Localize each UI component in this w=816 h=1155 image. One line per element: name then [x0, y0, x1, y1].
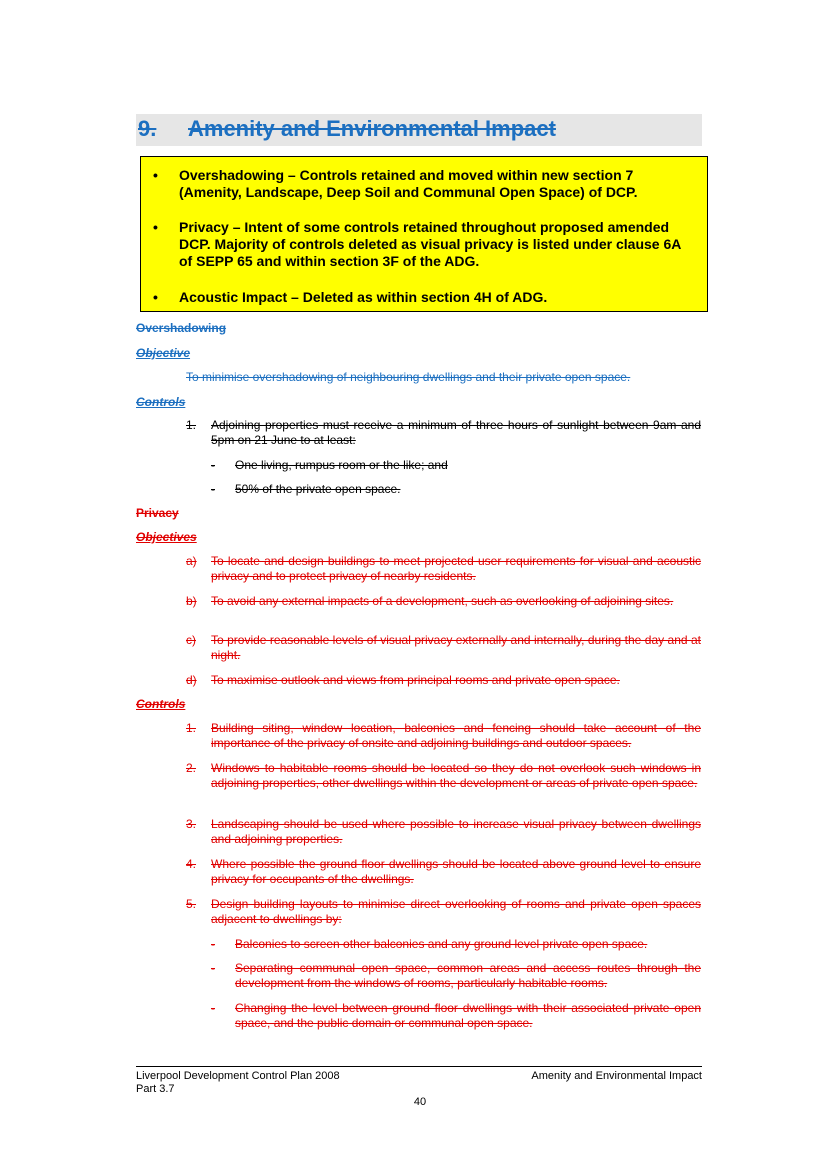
privacy-sub-2: Separating communal open space, common areas and access routes through the development from the windows of rooms, particularly habitable rooms. [235, 961, 701, 990]
privacy-sub-1: Balconies to screen other balconies and any ground level private open space. [235, 937, 648, 951]
privacy-objective-b: To avoid any external impacts of a development, such as overlooking of adjoining sites. [211, 594, 674, 608]
privacy-control-5: Design building layouts to minimise direct overlooking of rooms and private open spaces adjacent to dwellings by: [211, 897, 701, 926]
note-overshadowing: • Overshadowing – Controls retained and moved within new section 7 (Amenity, Landscape, Deep Soil and Communal Open Space) of DCP. [153, 167, 638, 200]
privacy-objective-d: To maximise outlook and views from principal rooms and private open space. [211, 673, 620, 687]
footer-part: Part 3.7 [136, 1083, 175, 1095]
overshadowing-objective-label: Objective [136, 346, 191, 360]
section-title: Amenity and Environmental Impact [188, 116, 556, 141]
bullet-icon: • [153, 167, 158, 183]
privacy-objective-c: To provide reasonable levels of visual privacy externally and internally, during the day and at night. [211, 633, 701, 662]
footer-divider [136, 1066, 702, 1067]
privacy-control-1: Building siting, window location, balconies and fencing should take account of the importance of the privacy of onsite and adjoining buildings and outdoor spaces. [211, 721, 701, 750]
overshadowing-controls-label: Controls [136, 395, 186, 409]
bullet-icon: • [153, 289, 158, 305]
list-marker: 2. [186, 761, 197, 775]
list-marker: - [211, 1001, 215, 1015]
overshadowing-sub-2: 50% of the private open space. [235, 482, 401, 496]
list-marker: 1. [186, 721, 197, 735]
privacy-control-3: Landscaping should be used where possible to increase visual privacy between dwellings and adjoining properties. [211, 817, 701, 846]
overshadowing-heading: Overshadowing [136, 321, 227, 335]
list-marker: 4. [186, 857, 197, 871]
amendment-note-box [140, 156, 708, 312]
note-acoustic: • Acoustic Impact – Deleted as within section 4H of ADG. [153, 289, 548, 305]
privacy-control-2: Windows to habitable rooms should be located so they do not overlook such windows in adjoining properties, other dwellings within the development or areas of private open space. [211, 761, 701, 790]
overshadowing-objective-text: To minimise overshadowing of neighbouring dwellings and their private open space. [186, 370, 631, 384]
list-marker: - [211, 458, 215, 472]
privacy-sub-3: Changing the level between ground floor dwellings with their associated private open space, and the public domain or communal open space. [235, 1001, 701, 1030]
page-number: 40 [413, 1096, 427, 1108]
list-marker: - [211, 482, 215, 496]
list-marker: c) [186, 633, 196, 647]
list-marker: 5. [186, 897, 197, 911]
list-marker: a) [186, 554, 197, 568]
list-marker: 1. [186, 418, 197, 432]
list-marker: - [211, 961, 215, 975]
privacy-objectives-label: Objectives [136, 530, 197, 544]
privacy-control-4: Where possible the ground floor dwellings should be located above ground level to ensure privacy for occupants of the dwellings. [211, 857, 701, 886]
note-privacy: • Privacy – Intent of some controls retained throughout proposed amended DCP. Majority of controls deleted as visual privacy is listed under clause 6A of SEPP 65 and within section 3F of the ADG. [153, 219, 681, 269]
privacy-objective-a: To locate and design buildings to meet projected user requirements for visual and acoustic privacy and to protect privacy of nearby residents. [211, 554, 701, 583]
section-number: 9. [138, 116, 157, 141]
list-marker: d) [186, 673, 197, 687]
overshadowing-sub-1: One living, rumpus room or the like; and [235, 458, 448, 472]
bullet-icon: • [153, 219, 158, 235]
overshadowing-control-1: Adjoining properties must receive a minimum of three hours of sunlight between 9am and 5pm on 21 June to at least: [211, 418, 701, 447]
privacy-controls-label: Controls [136, 697, 186, 711]
section-heading [136, 114, 702, 146]
list-marker: - [211, 937, 215, 951]
privacy-heading: Privacy [136, 506, 179, 520]
footer-document-title: Liverpool Development Control Plan 2008 [136, 1070, 340, 1082]
footer-chapter-title: Amenity and Environmental Impact [531, 1070, 702, 1082]
list-marker: b) [186, 594, 197, 608]
list-marker: 3. [186, 817, 197, 831]
